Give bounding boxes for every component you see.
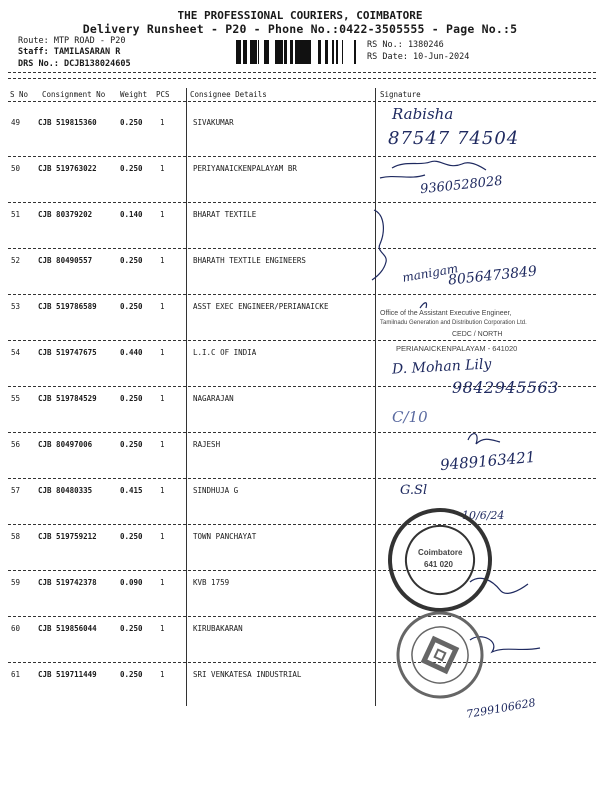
cell-sno: 61 [11,670,21,679]
cell-pcs: 1 [160,532,165,541]
rs-number: RS No.: 1380246 [367,40,444,50]
cell-sno: 58 [11,532,21,541]
cell-pcs: 1 [160,118,165,127]
cell-pcs: 1 [160,670,165,679]
cell-consignment-no: CJB 519742378 [38,578,97,587]
cell-weight: 0.250 [120,118,143,127]
cell-consignee: RAJESH [193,440,221,449]
cell-consignment-no: CJB 80490557 [38,256,93,265]
cell-consignee: SIVAKUMAR [193,118,234,127]
cell-sno: 49 [11,118,21,127]
cell-pcs: 1 [160,394,165,403]
cell-weight: 0.250 [120,164,143,173]
cell-consignee: SINDHUJA G [193,486,239,495]
cell-weight: 0.250 [120,624,143,633]
rs-date: RS Date: 10-Jun-2024 [367,52,470,62]
col-header-consignee: Consignee Details [190,90,267,99]
cell-consignment-no: CJB 519759212 [38,532,97,541]
cell-consignment-no: CJB 519786589 [38,302,97,311]
cell-consignee: KVB 1759 [193,578,230,587]
stamp-53-line3: CEDC / NORTH [452,331,503,338]
cell-consignment-no: CJB 80379202 [38,210,93,219]
stamp-53-line2: Tamilnadu Generation and Distribution Corporation Ltd. [380,320,527,326]
runsheet-title: Delivery Runsheet - P20 - Phone No.:0422-3505555 - Page No.:5 [82,22,518,36]
signature-50-scribble [392,161,486,170]
col-header-consignment: Consignment No [42,90,106,99]
cell-sno: 57 [11,486,21,495]
cell-consignment-no: CJB 519763022 [38,164,97,173]
cell-consignment-no: CJB 519856044 [38,624,97,633]
col-header-weight: Weight [120,90,148,99]
cell-weight: 0.250 [120,394,143,403]
stamp-53-line1: Office of the Assistant Executive Engineer, [380,310,512,317]
cell-weight: 0.140 [120,210,143,219]
drs-number: DRS No.: DCJB138024605 [18,59,131,69]
cell-weight: 0.250 [120,302,143,311]
cell-pcs: 1 [160,348,165,357]
cell-weight: 0.090 [120,578,143,587]
cell-weight: 0.250 [120,256,143,265]
stamp-58-pin: 641 020 [424,560,453,569]
cell-sno: 51 [11,210,21,219]
signature-54-name: D. Mohan Lily [391,356,492,378]
signature-50-scribble [380,175,425,178]
cell-sno: 59 [11,578,21,587]
signature-49-phone: 87547 74504 [388,128,520,149]
stamp-53-line4: PERIANAICKENPALAYAM - 641020 [396,344,518,353]
cell-sno: 54 [11,348,21,357]
cell-pcs: 1 [160,164,165,173]
cell-consignment-no: CJB 519711449 [38,670,97,679]
cell-consignment-no: CJB 80497006 [38,440,93,449]
company-title: THE PROFESSIONAL COURIERS, COIMBATORE [177,9,423,22]
cell-sno: 50 [11,164,21,173]
cell-weight: 0.250 [120,670,143,679]
signature-57-mark: G.Sl [400,483,428,498]
signature-51-52-brace [372,210,386,280]
cell-pcs: 1 [160,624,165,633]
signature-54-phone: 9842945563 [452,378,559,397]
cell-weight: 0.440 [120,348,143,357]
signature-56-phone: 9489163421 [439,447,537,475]
cell-consignee: BHARATH TEXTILE ENGINEERS [193,256,306,265]
col-header-pcs: PCS [156,90,170,99]
signature-56-scribble [468,434,500,444]
cell-consignee: NAGARAJAN [193,394,234,403]
cell-pcs: 1 [160,210,165,219]
signature-61-phone: 7299106628 [465,696,537,721]
cell-weight: 0.415 [120,486,143,495]
cell-weight: 0.250 [120,440,143,449]
signature-57-date: 10/6/24 [462,509,505,522]
signature-52-phone: 8056473849 [447,263,538,289]
cell-consignee: SRI VENKATESA INDUSTRIAL [193,670,302,679]
cell-weight: 0.250 [120,532,143,541]
cell-pcs: 1 [160,440,165,449]
cell-pcs: 1 [160,578,165,587]
cell-consignment-no: CJB 519747675 [38,348,97,357]
cell-sno: 56 [11,440,21,449]
staff-label: Staff: TAMILASARAN R [18,47,121,57]
cell-consignee: PERIYANAICKENPALAYAM BR [193,164,297,173]
stamp-58-city: Coimbatore [418,548,463,557]
cell-consignment-no: CJB 519815360 [38,118,97,127]
cell-consignee: ASST EXEC ENGINEER/PERIANAICKE [193,302,329,311]
cell-consignee: KIRUBAKARAN [193,624,243,633]
cell-pcs: 1 [160,486,165,495]
cell-pcs: 1 [160,302,165,311]
cell-sno: 53 [11,302,21,311]
signature-49-name: Rabisha [392,105,454,123]
col-header-signature: Signature [380,90,421,99]
cell-pcs: 1 [160,256,165,265]
cell-consignee: TOWN PANCHAYAT [193,532,257,541]
signature-55-mark: C/10 [392,408,428,426]
col-header-sno: S No [10,90,29,99]
signature-50-phone: 9360528028 [419,173,504,198]
cell-consignee: L.I.C OF INDIA [193,348,257,357]
route-label: Route: MTP ROAD - P20 [18,36,126,46]
cell-consignee: BHARAT TEXTILE [193,210,257,219]
cell-sno: 52 [11,256,21,265]
cell-sno: 55 [11,394,21,403]
signature-52-name: manigam [401,261,460,285]
signature-53-scribble [420,303,427,308]
cell-consignment-no: CJB 80480335 [38,486,93,495]
cell-sno: 60 [11,624,21,633]
hdfc-bank-seal [384,599,496,711]
cell-consignment-no: CJB 519784529 [38,394,97,403]
